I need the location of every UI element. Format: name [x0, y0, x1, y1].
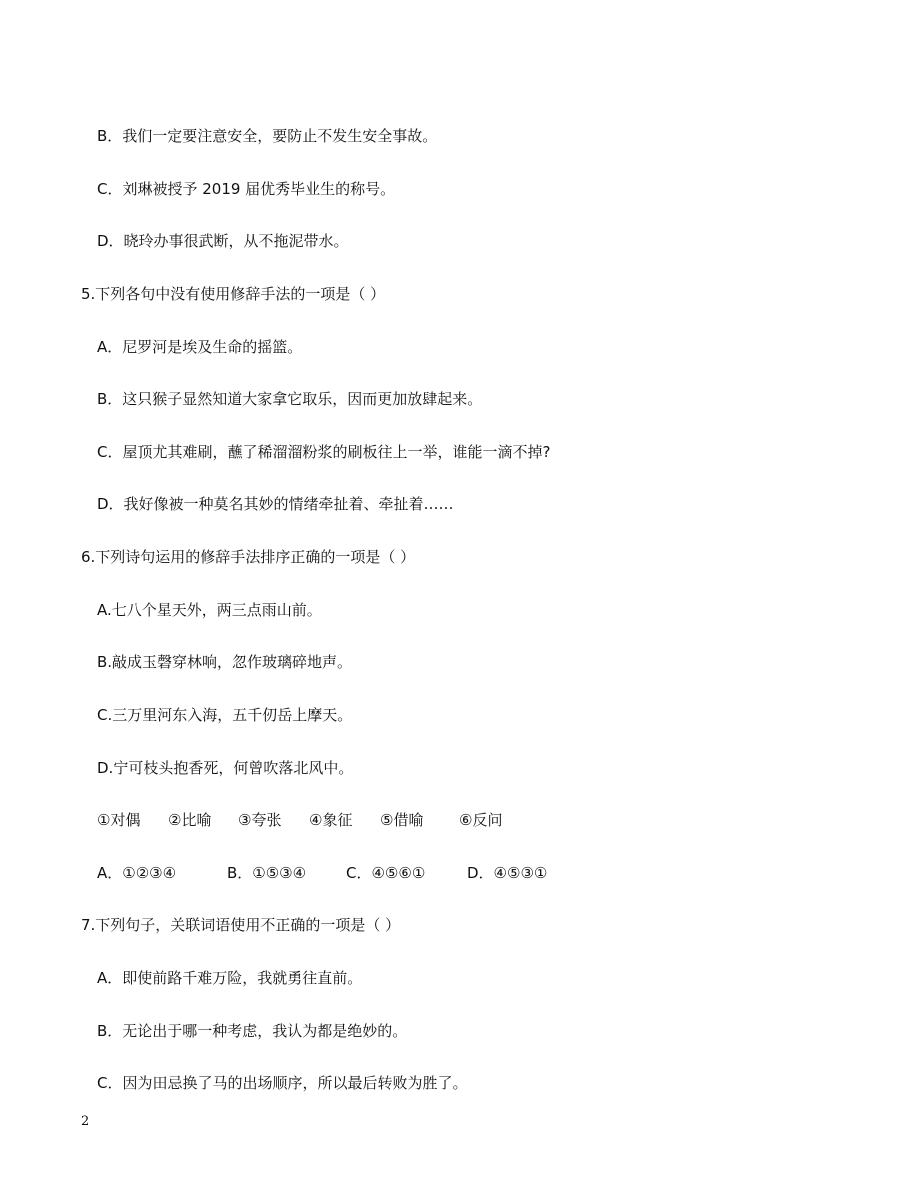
q6-device: ③夸张: [238, 811, 282, 829]
q4-option-c: C．刘琳被授予 2019 届优秀毕业生的称号。: [97, 180, 396, 198]
q6-option-a: A.七八个星天外，两三点雨山前。: [97, 601, 322, 619]
q5-option-d: D．我好像被一种莫名其妙的情绪牵扯着、牵扯着……: [97, 495, 454, 513]
q6-answer: B．①⑤③④: [227, 864, 307, 882]
q5-option-c: C．屋顶尤其难刷，蘸了稀溜溜粉浆的刷板往上一举，谁能一滴不掉?: [97, 443, 551, 461]
q6-option-c: C.三万里河东入海，五千仞岳上摩天。: [97, 706, 353, 724]
q7-option-c: C．因为田忌换了马的出场顺序，所以最后转败为胜了。: [97, 1074, 468, 1092]
q5-option-a: A．尼罗河是埃及生命的摇篮。: [97, 338, 303, 356]
q4-option-d: D．晓玲办事很武断，从不拖泥带水。: [97, 232, 349, 250]
q7-option-b: B．无论出于哪一种考虑，我认为都是绝妙的。: [97, 1022, 408, 1040]
page-number: 2: [81, 1114, 90, 1129]
q6-answer: A．①②③④: [97, 864, 177, 882]
q6-option-b: B.敲成玉磬穿林响，忽作玻璃碎地声。: [97, 653, 353, 671]
q6-answer: C．④⑤⑥①: [346, 864, 426, 882]
q6-device: ①对偶: [97, 811, 141, 829]
q6-device: ⑤借喻: [380, 811, 424, 829]
q6-option-d: D.宁可枝头抱香死，何曾吹落北风中。: [97, 759, 354, 777]
q7-option-a: A．即使前路千难万险，我就勇往直前。: [97, 969, 363, 987]
q6-device: ②比喻: [168, 811, 212, 829]
q5-option-b: B．这只猴子显然知道大家拿它取乐，因而更加放肆起来。: [97, 390, 483, 408]
q6-device: ④象征: [309, 811, 353, 829]
q6-answer: D．④⑤③①: [467, 864, 548, 882]
q5-stem: 5.下列各句中没有使用修辞手法的一项是（ ）: [81, 285, 386, 303]
q6-device: ⑥反问: [459, 811, 503, 829]
q4-option-b: B．我们一定要注意安全，要防止不发生安全事故。: [97, 127, 438, 145]
q6-stem: 6.下列诗句运用的修辞手法排序正确的一项是（ ）: [81, 548, 416, 566]
q7-stem: 7.下列句子，关联词语使用不正确的一项是（ ）: [81, 916, 401, 934]
